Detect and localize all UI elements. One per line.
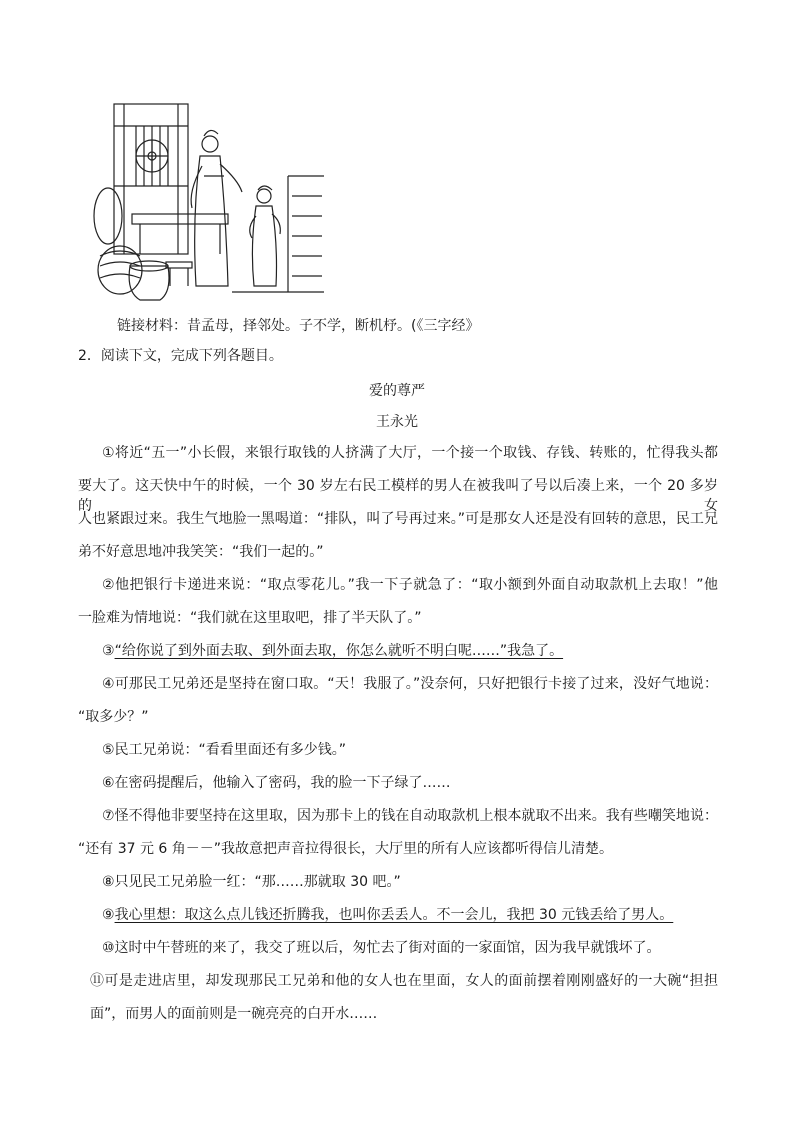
paragraph-line: ①将近“五一”小长假，来银行取钱的人挤满了大厅，一个接一个取钱、存钱、转账的，忙得我头都 <box>102 445 718 461</box>
paragraph-line: “取多少？” <box>78 709 149 725</box>
paragraph-line: 人也紧跟过来。我生气地脸一黑喝道：“排队，叫了号再过来。”可是那女人还是没有回转的意思，民工兄 <box>78 511 718 527</box>
underlined-sentence: “给你说了到外面去取、到外面去取，你怎么就听不明白呢……”我急了。 <box>114 643 564 659</box>
paragraph-line: “还有 37 元 6 角－－”我故意把声音拉得很长，大厅里的所有人应该都听得信儿清楚。 <box>78 841 614 857</box>
link-material-caption: 链接材料：昔孟母，择邻处。子不学，断机杼。(《三字经》 <box>117 318 480 334</box>
paragraph-3 <box>102 641 742 661</box>
paragraph-line: ②他把银行卡递进来说：“取点零花儿。”我一下子就急了：“取小额到外面自动取款机上去取！”他 <box>102 577 718 593</box>
paragraph-line: 面”，而男人的面前则是一碗亮亮的白开水…… <box>90 1006 378 1022</box>
paragraph-line: ⑪可是走进店里，却发现那民工兄弟和他的女人也在里面，女人的面前摆着刚刚盛好的一大碗“担担 <box>90 973 718 989</box>
question-instruction: 2．阅读下文，完成下列各题目。 <box>78 348 283 364</box>
article-title: 爱的尊严 <box>369 383 425 399</box>
paragraph-9 <box>102 905 742 925</box>
article-author: 王永光 <box>376 414 418 430</box>
paragraph-line: 要大了。这天快中午的时候，一个 30 岁左右民工模样的男人在被我叫了号以后凑上来，一个 20 多岁的女 <box>78 478 718 514</box>
paragraph-line: ⑩这时中午替班的来了，我交了班以后，匆忙去了街对面的一家面馆，因为我早就饿坏了。 <box>102 940 661 956</box>
paragraph-line: ⑦怪不得他非要坚持在这里取，因为那卡上的钱在自动取款机上根本就取不出来。我有些嘲笑地说： <box>102 808 718 824</box>
paragraph-line: ⑤民工兄弟说：“看看里面还有多少钱。” <box>102 742 347 758</box>
paragraph-line: ⑥在密码提醒后，他输入了密码，我的脸一下子绿了…… <box>102 775 451 791</box>
paragraph-number: ③ <box>102 643 115 659</box>
underlined-sentence: 我心里想：取这么点儿钱还折腾我，也叫你丢丢人。不一会儿，我把 30 元钱丢给了男人。 <box>114 907 674 923</box>
paragraph-line: ⑧只见民工兄弟脸一红：“那……那就取 30 吧。” <box>102 874 401 890</box>
paragraph-line: ④可那民工兄弟还是坚持在窗口取。“天！我服了。”没奈何，只好把银行卡接了过来，没好气地说： <box>102 676 718 692</box>
paragraph-line: 弟不好意思地冲我笑笑：“我们一起的。” <box>78 544 324 560</box>
loom-illustration <box>92 96 324 306</box>
paragraph-number: ⑨ <box>102 907 115 923</box>
paragraph-line: 一脸难为情地说：“我们就在这里取吧，排了半天队了。” <box>78 610 422 626</box>
